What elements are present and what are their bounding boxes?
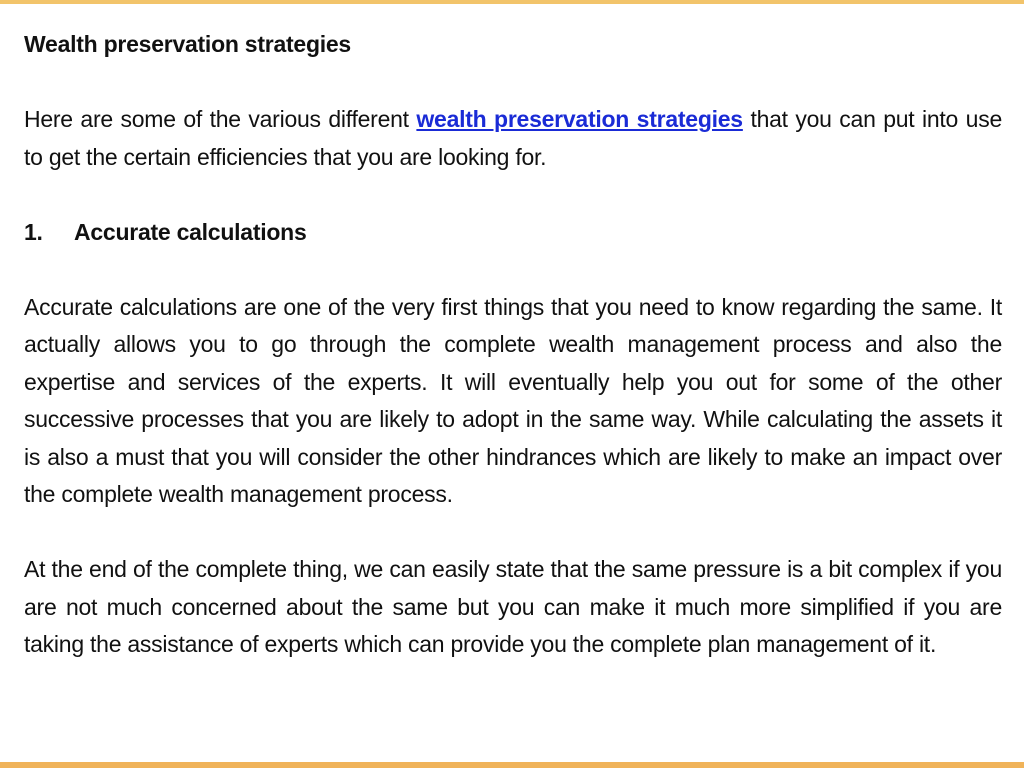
section-heading-text: Accurate calculations <box>74 218 307 245</box>
body-paragraph-2: At the end of the complete thing, we can easily state that the same pressure is a bit complex if you are not much concerned about the same but you can make it much more simplified if you are taking the assistance of experts which can provide you the complete plan management of it. <box>24 556 1002 657</box>
bottom-divider <box>0 762 1024 768</box>
top-divider <box>0 0 1024 4</box>
intro-text-after: that you can put into use to get the certain efficiencies that you are looking for. <box>24 106 1003 170</box>
intro-paragraph <box>24 101 1002 176</box>
spacer <box>24 251 1002 289</box>
spacer <box>24 64 1002 102</box>
spacer <box>24 176 1002 214</box>
document-title: Wealth preservation strategies <box>24 31 351 57</box>
spacer <box>24 514 1002 552</box>
section-heading <box>24 214 1002 252</box>
document-body <box>24 26 1002 664</box>
body-paragraph-1: Accurate calculations are one of the very first things that you need to know regarding the same. It actually allows you to go through the complete wealth management process and also the expertise and services of the experts. It will eventually help you out for some of the other successive processes that you are likely to adopt in the same way. While calculating the assets it is also a must that you will consider the other hindrances which are likely to make an impact over the complete wealth management process. <box>24 293 1002 507</box>
intro-text-before: Here are some of the various different <box>24 106 417 132</box>
section-number: 1. <box>24 218 43 245</box>
wealth-strategies-link[interactable]: wealth preservation strategies <box>416 106 743 132</box>
